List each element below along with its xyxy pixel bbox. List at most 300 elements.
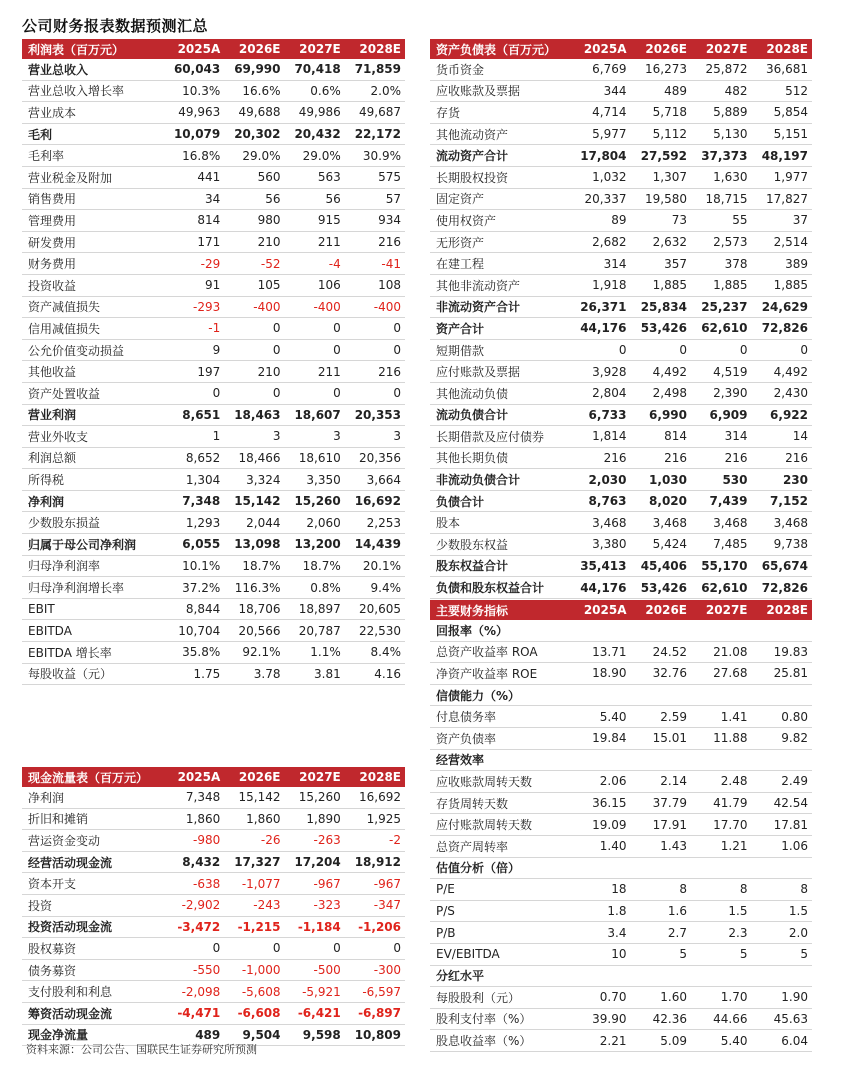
table-row [430, 102, 812, 124]
row-label: 营业外收支 [22, 426, 164, 448]
cell-value: 9.4% [345, 577, 405, 599]
row-label: 财务费用 [22, 253, 164, 275]
cell-value: -26 [224, 830, 284, 852]
table-row [430, 663, 812, 685]
cell-value: 4,492 [631, 361, 692, 383]
cell-value: 5,977 [570, 123, 631, 145]
table-row [430, 534, 812, 556]
cell-value: 1.6 [631, 900, 692, 922]
cell-value: 17,204 [285, 851, 345, 873]
row-label: P/S [430, 900, 570, 922]
cell-value: 3,468 [691, 512, 752, 534]
cell-value: 7,348 [164, 787, 224, 808]
cell-value: 18,706 [224, 598, 284, 620]
cell-value: 16,692 [345, 490, 405, 512]
cell-value: 1 [164, 426, 224, 448]
row-label: 支付股利和利息 [22, 981, 164, 1003]
cell-value: 0 [752, 339, 813, 361]
cell-value: 45,406 [631, 555, 692, 577]
cell-value: 16.6% [224, 80, 284, 102]
cell-value: 1.41 [691, 706, 752, 728]
cell-value: -1 [164, 318, 224, 340]
cell-value: 5.40 [570, 706, 631, 728]
cell-value: 3,380 [570, 534, 631, 556]
table-row [22, 318, 405, 340]
cell-value: 5.40 [691, 1030, 752, 1052]
table-row [22, 663, 405, 685]
cell-value: -400 [224, 296, 284, 318]
cell-value: 10.3% [164, 80, 224, 102]
table-row [22, 894, 405, 916]
cell-value: 72,826 [752, 318, 813, 340]
cell-value: 1.60 [631, 987, 692, 1009]
cell-value: -967 [345, 873, 405, 895]
cell-value: -52 [224, 253, 284, 275]
row-label: 付息债务率 [430, 706, 570, 728]
cell-value: 9,504 [224, 1024, 284, 1046]
row-label: 归母净利润增长率 [22, 577, 164, 599]
row-label: 资本开支 [22, 873, 164, 895]
cell-value [631, 749, 692, 771]
table-row [22, 80, 405, 102]
cell-value: 19,580 [631, 188, 692, 210]
row-label: 投资活动现金流 [22, 916, 164, 938]
row-label: 公允价值变动损益 [22, 339, 164, 361]
table-title: 现金流量表（百万元） [22, 767, 164, 787]
cell-value: 0.80 [752, 706, 813, 728]
cell-value: 3,350 [285, 469, 345, 491]
table-row [430, 59, 812, 80]
cell-value: 512 [752, 80, 813, 102]
year-header: 2028E [752, 600, 813, 620]
row-label: 总资产收益率 ROA [430, 641, 570, 663]
cell-value: 14,439 [345, 534, 405, 556]
table-row [22, 382, 405, 404]
cell-value: 560 [224, 166, 284, 188]
table-header-row [430, 39, 812, 59]
table-row [430, 641, 812, 663]
cell-value: -293 [164, 296, 224, 318]
table-row [22, 296, 405, 318]
table-row [22, 339, 405, 361]
cell-value [752, 857, 813, 879]
year-header: 2027E [691, 39, 752, 59]
cell-value: 0 [224, 938, 284, 960]
cell-value: -550 [164, 959, 224, 981]
cell-value: 36,681 [752, 59, 813, 80]
cell-value: 62,610 [691, 577, 752, 599]
cell-value: -6,421 [285, 1002, 345, 1024]
table-row [22, 981, 405, 1003]
cell-value [570, 965, 631, 987]
cell-value: -1,184 [285, 916, 345, 938]
cell-value: 216 [631, 447, 692, 469]
cell-value: 1.70 [691, 987, 752, 1009]
cell-value: 0.70 [570, 987, 631, 1009]
row-label: 应收账款周转天数 [430, 771, 570, 793]
table-row [430, 792, 812, 814]
year-header: 2025A [164, 39, 224, 59]
cell-value: 216 [752, 447, 813, 469]
cell-value: 17.70 [691, 814, 752, 836]
year-header: 2027E [691, 600, 752, 620]
cell-value: 89 [570, 210, 631, 232]
cell-value: 2,682 [570, 231, 631, 253]
cell-value: 9.82 [752, 727, 813, 749]
cell-value: 1,860 [224, 808, 284, 830]
cell-value: 2.3 [691, 922, 752, 944]
row-label: 资产减值损失 [22, 296, 164, 318]
cell-value: 18,466 [224, 447, 284, 469]
cell-value: 2,804 [570, 382, 631, 404]
table-row [22, 808, 405, 830]
cell-value: 19.84 [570, 727, 631, 749]
cell-value: 1.8 [570, 900, 631, 922]
cell-value [752, 965, 813, 987]
cell-value: -4,471 [164, 1002, 224, 1024]
cell-value: 22,172 [345, 123, 405, 145]
table-row [430, 339, 812, 361]
row-label: 管理费用 [22, 210, 164, 232]
section-row [430, 749, 812, 771]
cell-value: 8 [752, 879, 813, 901]
cell-value: 8,763 [570, 490, 631, 512]
cell-value: 29.0% [285, 145, 345, 167]
cell-value [691, 749, 752, 771]
cell-value: 20,353 [345, 404, 405, 426]
cell-value: -347 [345, 894, 405, 916]
cell-value: 73 [631, 210, 692, 232]
section-row [430, 965, 812, 987]
cell-value: 13,200 [285, 534, 345, 556]
row-label: 每股股利（元） [430, 987, 570, 1009]
cell-value: 3,928 [570, 361, 631, 383]
cell-value: 0 [691, 339, 752, 361]
cell-value: 0 [285, 938, 345, 960]
table-row [22, 490, 405, 512]
cash-flow-table [22, 767, 405, 1046]
table-row [430, 835, 812, 857]
cell-value: 30.9% [345, 145, 405, 167]
cell-value: -1,206 [345, 916, 405, 938]
cell-value: 21.08 [691, 641, 752, 663]
cell-value: 15,142 [224, 490, 284, 512]
cell-value: 62,610 [691, 318, 752, 340]
row-label: 营业成本 [22, 102, 164, 124]
cell-value: 0 [285, 382, 345, 404]
cell-value: 65,674 [752, 555, 813, 577]
table-row [430, 1030, 812, 1052]
row-label: 在建工程 [430, 253, 570, 275]
row-label: 其他非流动资产 [430, 274, 570, 296]
table-row [22, 916, 405, 938]
cell-value: 2,253 [345, 512, 405, 534]
cell-value: 1,890 [285, 808, 345, 830]
cell-value: 8.4% [345, 642, 405, 664]
cell-value: 70,418 [285, 59, 345, 80]
row-label: 营运资金变动 [22, 830, 164, 852]
row-label: 其他收益 [22, 361, 164, 383]
table-row [22, 555, 405, 577]
table-row [22, 404, 405, 426]
year-header: 2028E [345, 39, 405, 59]
table-row [22, 426, 405, 448]
section-row [430, 684, 812, 706]
table-row [22, 598, 405, 620]
row-label: 股权募资 [22, 938, 164, 960]
table-row [22, 959, 405, 981]
cell-value: -5,921 [285, 981, 345, 1003]
cell-value: 0 [224, 382, 284, 404]
cell-value: 2.14 [631, 771, 692, 793]
cell-value: 934 [345, 210, 405, 232]
row-label: 非流动资产合计 [430, 296, 570, 318]
cell-value: 1,293 [164, 512, 224, 534]
cell-value: 6,769 [570, 59, 631, 80]
year-header: 2026E [631, 600, 692, 620]
row-label: 净资产收益率 ROE [430, 663, 570, 685]
cell-value: 20,787 [285, 620, 345, 642]
table-row [22, 447, 405, 469]
row-label: 负债和股东权益合计 [430, 577, 570, 599]
cell-value: 69,990 [224, 59, 284, 80]
cell-value: 3 [345, 426, 405, 448]
table-row [22, 274, 405, 296]
row-label: 现金净流量 [22, 1024, 164, 1046]
cell-value [631, 965, 692, 987]
cell-value [691, 857, 752, 879]
cell-value: 36.15 [570, 792, 631, 814]
cell-value: 53,426 [631, 577, 692, 599]
cell-value: 2,632 [631, 231, 692, 253]
table-row [430, 404, 812, 426]
cell-value: 35.8% [164, 642, 224, 664]
table-row [22, 188, 405, 210]
cell-value: 49,688 [224, 102, 284, 124]
cell-value: 1.21 [691, 835, 752, 857]
cell-value: 8,652 [164, 447, 224, 469]
cell-value: 2,390 [691, 382, 752, 404]
cell-value: 106 [285, 274, 345, 296]
cell-value: 49,687 [345, 102, 405, 124]
row-label: 毛利 [22, 123, 164, 145]
cell-value: 5 [752, 943, 813, 965]
cell-value: 48,197 [752, 145, 813, 167]
cell-value: 1,885 [752, 274, 813, 296]
cell-value: 10 [570, 943, 631, 965]
cell-value: 2.7 [631, 922, 692, 944]
cell-value: 20,605 [345, 598, 405, 620]
table-row [22, 534, 405, 556]
table-header-row [22, 39, 405, 59]
table-row [430, 706, 812, 728]
cell-value: -400 [345, 296, 405, 318]
cell-value: 37,373 [691, 145, 752, 167]
cell-value: 10,809 [345, 1024, 405, 1046]
cell-value: 6,990 [631, 404, 692, 426]
cell-value: 0 [345, 318, 405, 340]
cell-value: 17.91 [631, 814, 692, 836]
cell-value: 45.63 [752, 1008, 813, 1030]
cell-value: 20,566 [224, 620, 284, 642]
cell-value: 26,371 [570, 296, 631, 318]
cell-value: 9,598 [285, 1024, 345, 1046]
cell-value: 1,918 [570, 274, 631, 296]
row-label: 营业利润 [22, 404, 164, 426]
row-label: 股东权益合计 [430, 555, 570, 577]
cell-value: 5,889 [691, 102, 752, 124]
cell-value: 8 [691, 879, 752, 901]
row-label: 经营效率 [430, 749, 570, 771]
row-label: EBITDA 增长率 [22, 642, 164, 664]
table-row [430, 166, 812, 188]
cell-value: 11.88 [691, 727, 752, 749]
cell-value: 6,733 [570, 404, 631, 426]
cell-value: 15,142 [224, 787, 284, 808]
cell-value: 1.5 [691, 900, 752, 922]
cell-value: 20,302 [224, 123, 284, 145]
cell-value: 2.49 [752, 771, 813, 793]
table-row [430, 555, 812, 577]
cell-value: 17,327 [224, 851, 284, 873]
table-title: 主要财务指标 [430, 600, 570, 620]
cell-value: 1.5 [752, 900, 813, 922]
row-label: 营业税金及附加 [22, 166, 164, 188]
cell-value: 71,859 [345, 59, 405, 80]
cell-value: 35,413 [570, 555, 631, 577]
cell-value: 2,430 [752, 382, 813, 404]
row-label: 固定资产 [430, 188, 570, 210]
row-label: 利润总额 [22, 447, 164, 469]
cell-value: 9,738 [752, 534, 813, 556]
cell-value: 25.81 [752, 663, 813, 685]
table-row [430, 253, 812, 275]
cell-value: 20,337 [570, 188, 631, 210]
row-label: P/E [430, 879, 570, 901]
cell-value: 1,925 [345, 808, 405, 830]
cell-value: 17,827 [752, 188, 813, 210]
table-row [22, 469, 405, 491]
cell-value: 18,897 [285, 598, 345, 620]
cell-value: 489 [164, 1024, 224, 1046]
cell-value: 7,152 [752, 490, 813, 512]
row-label: 使用权资产 [430, 210, 570, 232]
cell-value: 7,485 [691, 534, 752, 556]
cell-value: 16.8% [164, 145, 224, 167]
row-label: 筹资活动现金流 [22, 1002, 164, 1024]
cell-value: 17,804 [570, 145, 631, 167]
cell-value: 2.0 [752, 922, 813, 944]
row-label: EBIT [22, 598, 164, 620]
cell-value: 19.09 [570, 814, 631, 836]
source-note: 资料来源：公司公告、国联民生证券研究所预测 [26, 1043, 257, 1056]
row-label: 销售费用 [22, 188, 164, 210]
row-label: 投资 [22, 894, 164, 916]
cell-value: 105 [224, 274, 284, 296]
cell-value: 210 [224, 231, 284, 253]
cell-value: 7,348 [164, 490, 224, 512]
cell-value: -323 [285, 894, 345, 916]
cell-value: -638 [164, 873, 224, 895]
table-row [22, 253, 405, 275]
cell-value: -1,077 [224, 873, 284, 895]
year-header: 2025A [164, 767, 224, 787]
table-row [430, 318, 812, 340]
year-header: 2025A [570, 600, 631, 620]
page-title: 公司财务报表数据预测汇总 [22, 17, 209, 35]
row-label: 股息收益率（%） [430, 1030, 570, 1052]
cell-value: -6,597 [345, 981, 405, 1003]
cell-value: 2.0% [345, 80, 405, 102]
table-header-row [430, 600, 812, 620]
table-title: 资产负债表（百万元） [430, 39, 570, 59]
row-label: 总资产周转率 [430, 835, 570, 857]
table-row [430, 382, 812, 404]
cell-value: 16,273 [631, 59, 692, 80]
cell-value: 5.09 [631, 1030, 692, 1052]
cell-value: -300 [345, 959, 405, 981]
table-row [430, 447, 812, 469]
table-row [430, 771, 812, 793]
cell-value: 16,692 [345, 787, 405, 808]
cell-value: 1.90 [752, 987, 813, 1009]
cell-value: 18,715 [691, 188, 752, 210]
row-label: 营业总收入 [22, 59, 164, 80]
row-label: 净利润 [22, 787, 164, 808]
year-header: 2025A [570, 39, 631, 59]
table-row [430, 727, 812, 749]
table-header-row [22, 767, 405, 787]
cell-value: 3.78 [224, 663, 284, 685]
cell-value: 27,592 [631, 145, 692, 167]
cell-value: 814 [164, 210, 224, 232]
table-row [430, 296, 812, 318]
cell-value: 49,986 [285, 102, 345, 124]
income-statement-table [22, 39, 405, 685]
year-header: 2028E [345, 767, 405, 787]
cell-value: 56 [224, 188, 284, 210]
cell-value: 18.90 [570, 663, 631, 685]
cell-value: 210 [224, 361, 284, 383]
row-label: 长期借款及应付债券 [430, 426, 570, 448]
row-label: 负债合计 [430, 490, 570, 512]
financial-ratios-table [430, 600, 812, 1052]
cell-value: 0 [164, 938, 224, 960]
cell-value: 314 [691, 426, 752, 448]
row-label: 股本 [430, 512, 570, 534]
table-row [430, 231, 812, 253]
table-row [430, 361, 812, 383]
cell-value: 20.1% [345, 555, 405, 577]
cell-value: 314 [570, 253, 631, 275]
cell-value [752, 620, 813, 641]
cell-value: 7,439 [691, 490, 752, 512]
cell-value: -3,472 [164, 916, 224, 938]
cell-value: 13,098 [224, 534, 284, 556]
table-row [430, 577, 812, 599]
cell-value: 39.90 [570, 1008, 631, 1030]
cell-value: 1.1% [285, 642, 345, 664]
cell-value: 2.48 [691, 771, 752, 793]
cell-value: 216 [345, 361, 405, 383]
row-label: 毛利率 [22, 145, 164, 167]
row-label: 每股收益（元） [22, 663, 164, 685]
cell-value: 0 [164, 382, 224, 404]
row-label: 其他流动负债 [430, 382, 570, 404]
row-label: 短期借款 [430, 339, 570, 361]
cell-value: 1.43 [631, 835, 692, 857]
table-row [22, 361, 405, 383]
